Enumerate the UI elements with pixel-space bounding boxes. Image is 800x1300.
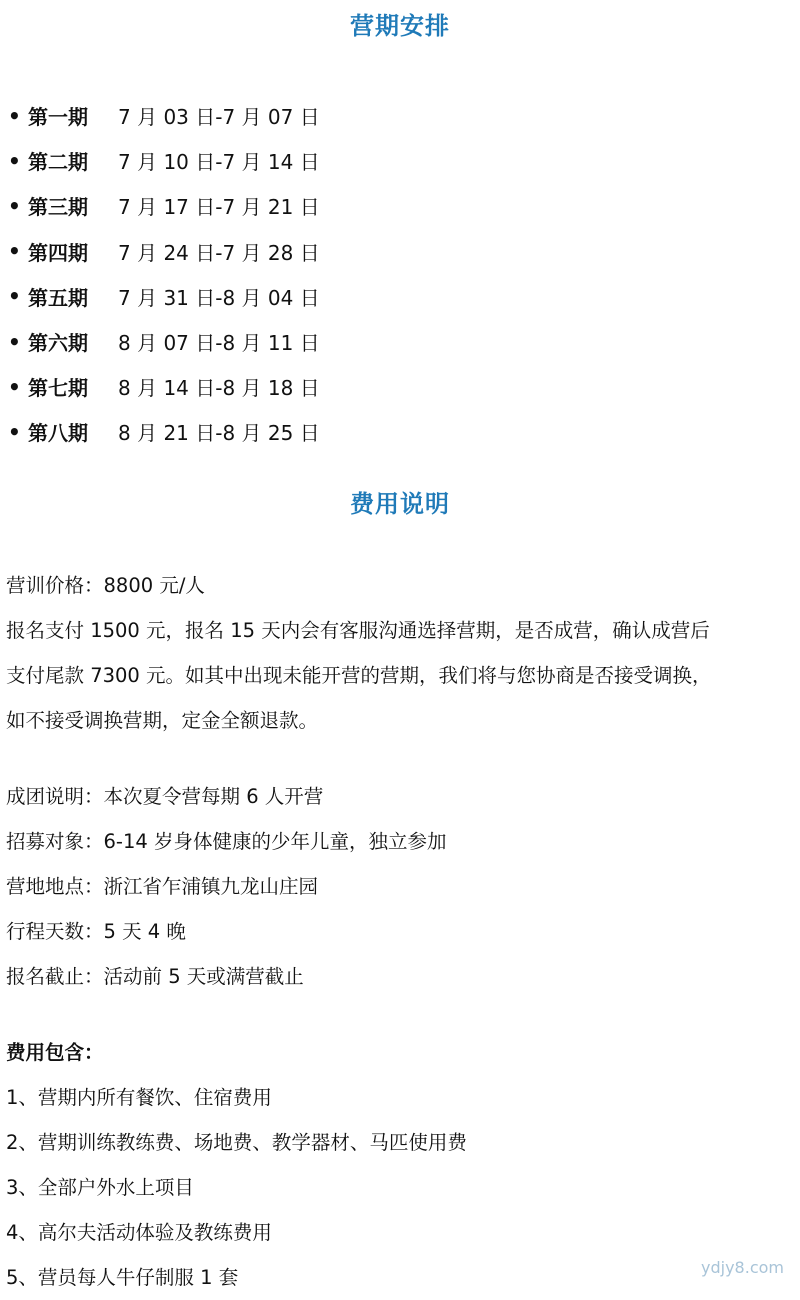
bullet-icon: • [8,148,21,173]
includes-item: 1、营期内所有餐饮、住宿费用 [6,1086,272,1109]
period-label: 第六期 [28,331,88,356]
detail-line: 营地地点：浙江省乍浦镇九龙山庄园 [6,875,319,898]
includes-paragraph [6,1030,796,1300]
period-dates: 8 月 21 日-8 月 25 日 [118,421,320,446]
payment-line: 报名支付 1500 元，报名 15 天内会有客服沟通选择营期，是否成营，确认成营后 [6,619,710,642]
period-dates: 8 月 07 日-8 月 11 日 [118,331,320,356]
period-label: 第三期 [28,195,88,220]
schedule-item [8,319,320,364]
schedule-item [8,274,320,319]
schedule-item [8,409,320,454]
bullet-icon: • [8,374,21,399]
period-dates: 7 月 24 日-7 月 28 日 [118,240,320,265]
includes-item: 3、全部户外水上项目 [6,1176,194,1199]
fees-title: 费用说明 [350,490,450,518]
period-dates: 7 月 31 日-8 月 04 日 [118,285,320,310]
period-dates: 7 月 03 日-7 月 07 日 [118,105,320,130]
schedule-item [8,138,320,183]
price-line: 营训价格：8800 元/人 [6,574,205,597]
period-label: 第二期 [28,150,88,175]
detail-line: 成团说明：本次夏令营每期 6 人开营 [6,785,324,808]
period-label: 第一期 [28,105,88,130]
schedule-item [8,364,320,409]
schedule-item [8,183,320,228]
period-label: 第七期 [28,376,88,401]
bullet-icon: • [8,239,21,264]
schedule-item [8,229,320,274]
period-label: 第八期 [28,421,88,446]
period-dates: 8 月 14 日-8 月 18 日 [118,376,320,401]
includes-item: 2、营期训练教练费、场地费、教学器材、马匹使用费 [6,1131,467,1154]
bullet-icon: • [8,329,21,354]
period-label: 第五期 [28,285,88,310]
includes-item: 5、营员每人牛仔制服 1 套 [6,1266,239,1289]
period-label: 第四期 [28,240,88,265]
price-paragraph [6,563,796,743]
bullet-icon: • [8,284,21,309]
detail-line: 行程天数：5 天 4 晚 [6,920,186,943]
detail-line: 报名截止：活动前 5 天或满营截止 [6,965,304,988]
bullet-icon: • [8,193,21,218]
schedule-item [8,93,320,138]
schedule-list [8,93,320,455]
details-paragraph [6,774,796,999]
includes-title: 费用包含： [6,1041,104,1064]
payment-line: 如不接受调换营期，定金全额退款。 [6,709,319,732]
bullet-icon: • [8,103,21,128]
includes-item: 4、高尔夫活动体验及教练费用 [6,1221,272,1244]
watermark: ydjy8.com [701,1258,784,1277]
payment-line: 支付尾款 7300 元。如其中出现未能开营的营期，我们将与您协商是否接受调换， [6,664,712,687]
period-dates: 7 月 17 日-7 月 21 日 [118,195,320,220]
period-dates: 7 月 10 日-7 月 14 日 [118,150,320,175]
detail-line: 招募对象：6-14 岁身体健康的少年儿童，独立参加 [6,830,447,853]
bullet-icon: • [8,419,21,444]
schedule-title: 营期安排 [350,12,450,40]
